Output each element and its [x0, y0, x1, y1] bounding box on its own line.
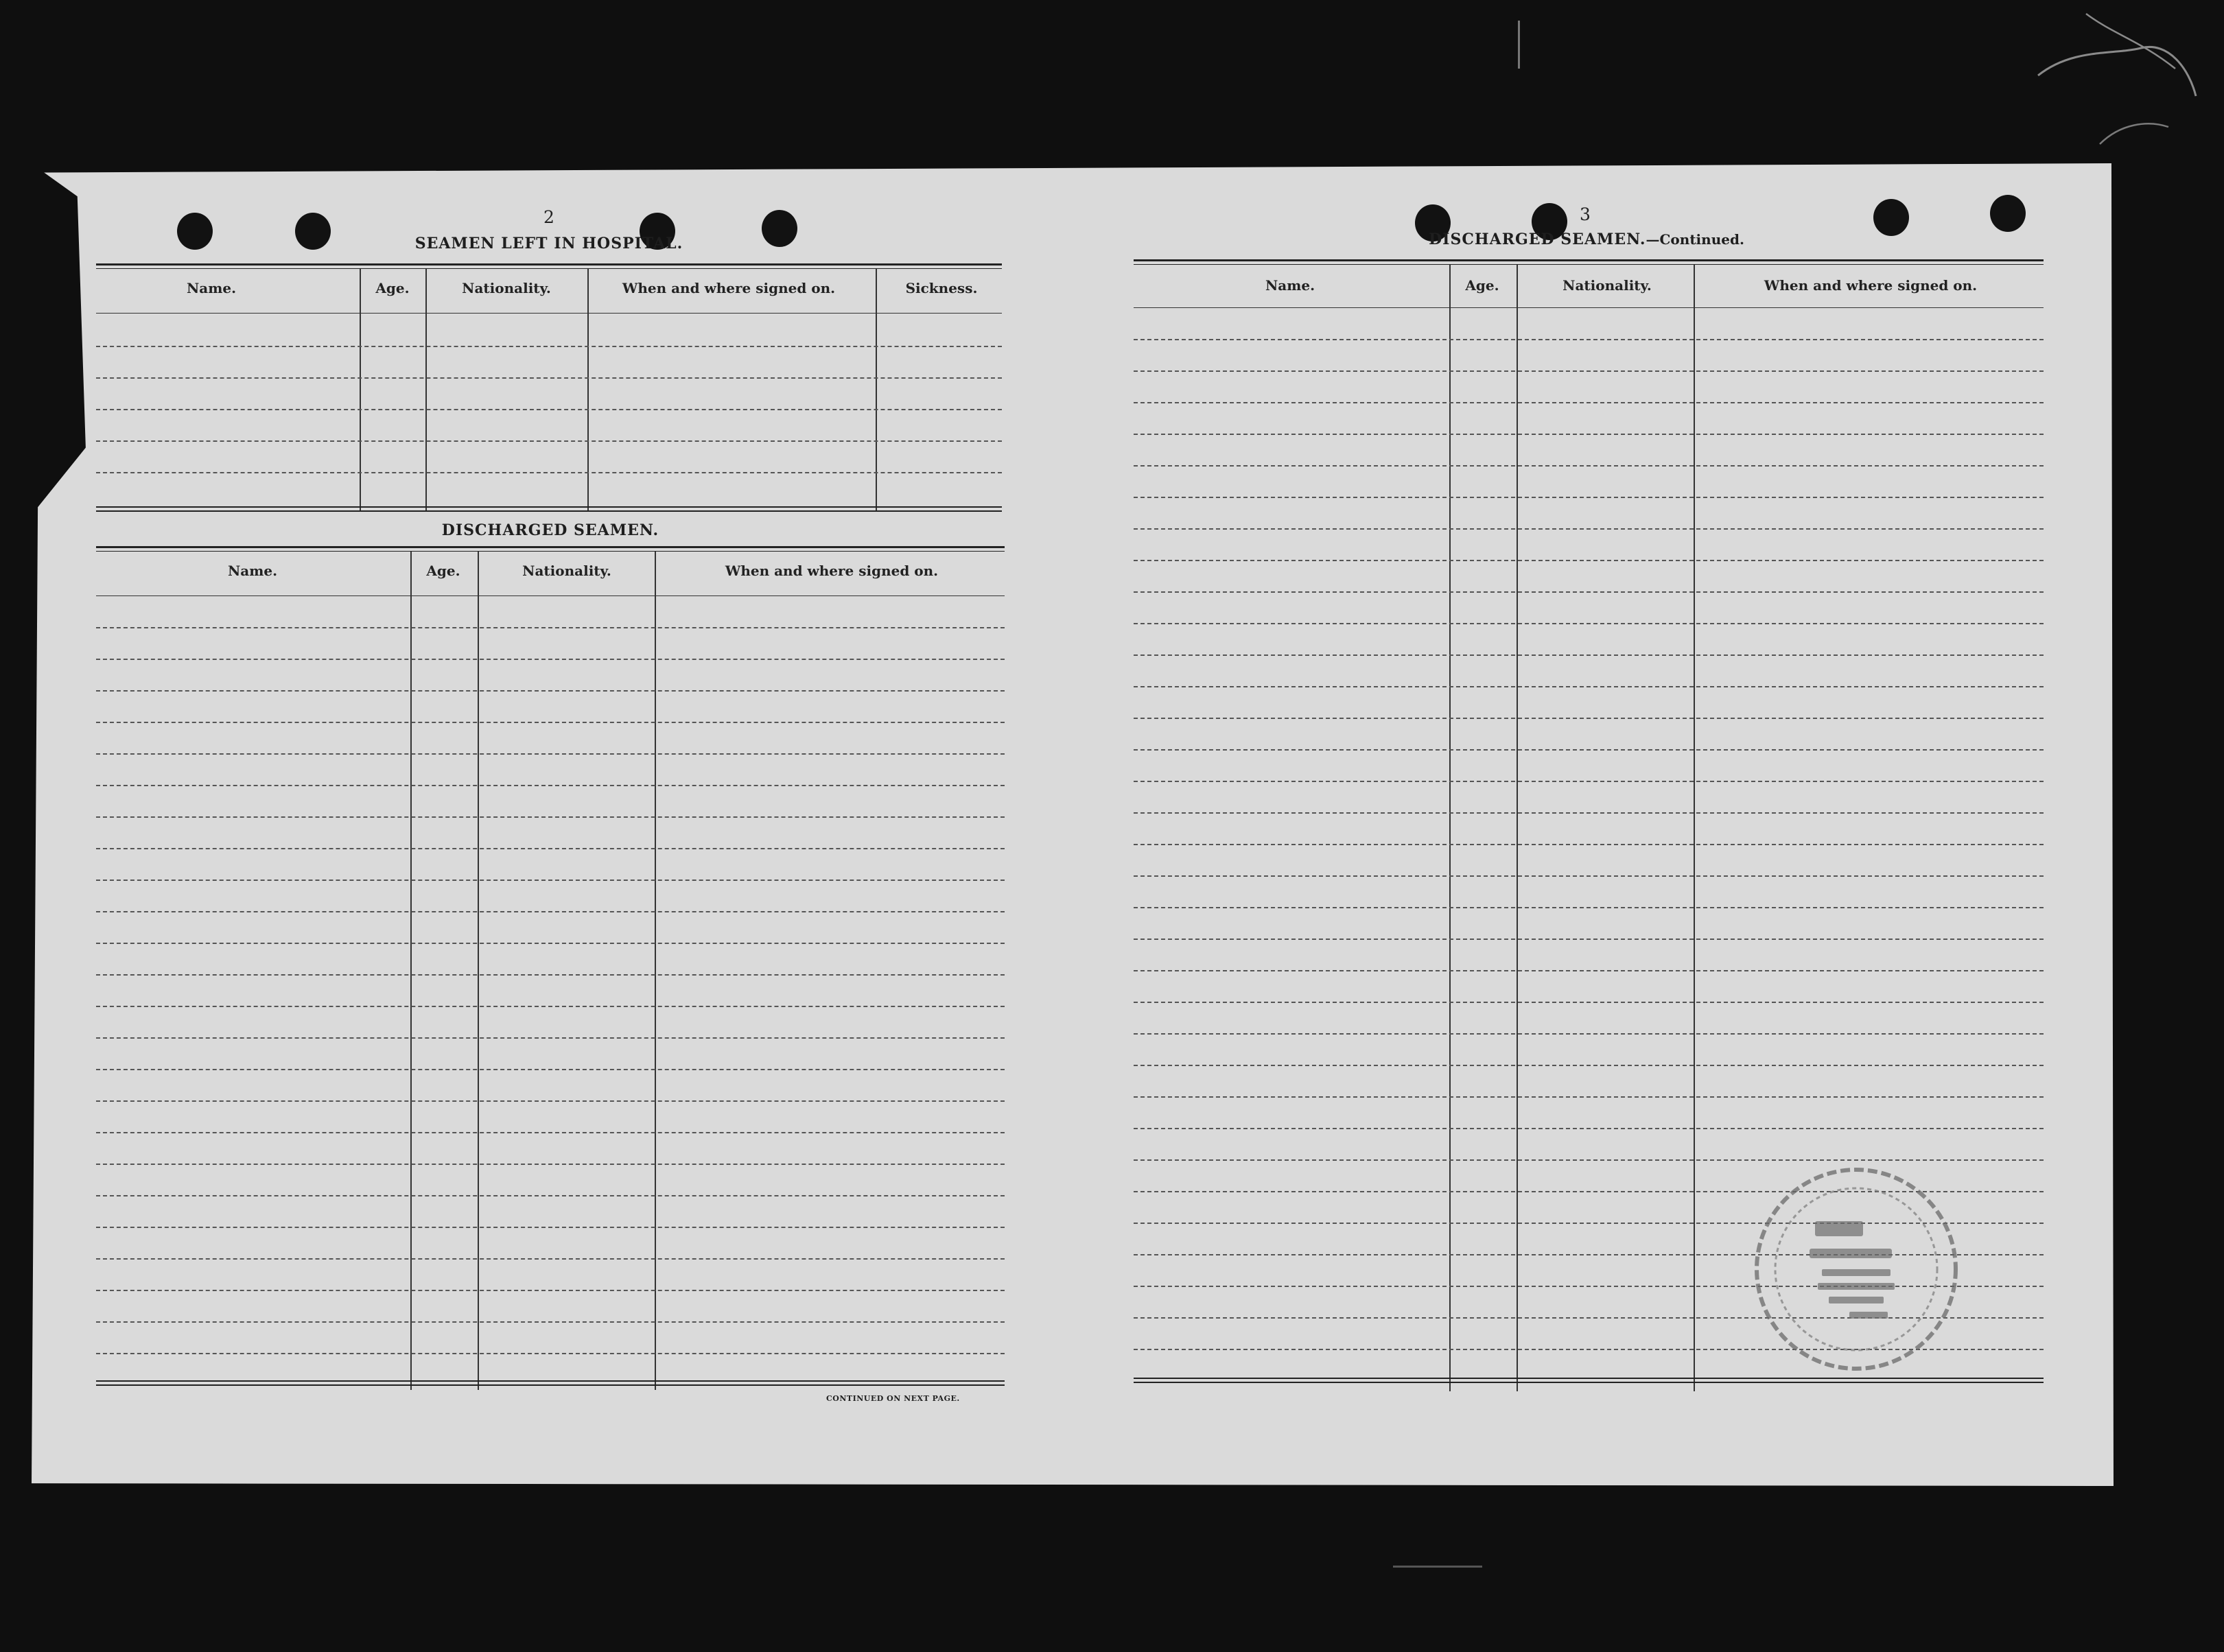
table-row: [1134, 560, 2044, 561]
section-title-hospital: SEAMEN LEFT IN HOSPITAL.: [414, 235, 683, 252]
table-row: [96, 377, 1002, 379]
table-row: [96, 974, 1005, 976]
table-row: [96, 690, 1005, 692]
table-row: [1134, 1128, 2044, 1129]
section-title-discharged-continued: [1429, 231, 1744, 248]
table-row: [1134, 939, 2044, 940]
table-row: [1134, 812, 2044, 814]
table-row: [96, 1164, 1005, 1165]
page-number: 2: [543, 207, 554, 227]
section-title-discharged: DISCHARGED SEAMEN.: [441, 521, 659, 539]
table-row: [1134, 1096, 2044, 1098]
scratch-mark: [1393, 1566, 1482, 1568]
table-row: [1134, 339, 2044, 340]
column-header-age: Age.: [426, 563, 460, 579]
table-row: [96, 816, 1005, 818]
table-row: [96, 911, 1005, 912]
table-row: [96, 848, 1005, 849]
table-row: [1134, 781, 2044, 782]
table-row: [1134, 970, 2044, 971]
table-row: [96, 627, 1005, 628]
table-row: [1134, 686, 2044, 687]
table-row: [96, 1195, 1005, 1196]
table-row: [96, 440, 1002, 442]
column-header-signed-on: When and where signed on.: [725, 563, 939, 579]
column-header-age: Age.: [1465, 277, 1499, 294]
table-row: [1134, 749, 2044, 751]
table-row: [1134, 465, 2044, 467]
table-row: [96, 346, 1002, 347]
fiber-artifact: [2031, 7, 2210, 158]
punch-hole: [295, 213, 331, 250]
table-row: [1134, 370, 2044, 372]
continued-note: CONTINUED ON NEXT PAGE.: [826, 1394, 960, 1403]
table-row: [96, 472, 1002, 473]
table-row: [1134, 844, 2044, 845]
table-row: [1134, 623, 2044, 624]
column-header-name: Name.: [186, 280, 237, 296]
table-row: [1134, 434, 2044, 435]
table-row: [96, 880, 1005, 881]
scratch-mark: [1518, 21, 1520, 69]
hospital-table: [96, 263, 1002, 510]
table-row: [1134, 907, 2044, 908]
table-row: [96, 1227, 1005, 1228]
punch-hole: [1873, 199, 1909, 236]
punch-hole: [177, 213, 213, 250]
column-header-name: Name.: [227, 563, 278, 579]
table-row: [96, 1132, 1005, 1133]
table-row: [96, 943, 1005, 944]
table-row: [1134, 1002, 2044, 1003]
table-row: [1134, 497, 2044, 498]
table-row: [1134, 1033, 2044, 1035]
column-header-nationality: Nationality.: [522, 563, 611, 579]
table-row: [96, 1321, 1005, 1323]
table-row: [96, 659, 1005, 660]
table-row: [96, 409, 1002, 410]
section-title-text: DISCHARGED SEAMEN.: [1429, 231, 1646, 248]
table-row: [96, 785, 1005, 786]
ink-stamp: [1746, 1159, 1966, 1379]
page-number: 3: [1580, 204, 1591, 224]
column-header-age: Age.: [375, 280, 410, 296]
punch-hole: [1990, 195, 2026, 232]
table-row: [96, 1290, 1005, 1291]
column-header-signed-on: When and where signed on.: [622, 280, 836, 296]
table-row: [96, 753, 1005, 755]
section-title-suffix: —Continued.: [1646, 231, 1744, 248]
table-row: [1134, 591, 2044, 593]
table-row: [96, 1037, 1005, 1039]
table-row: [1134, 654, 2044, 656]
table-row: [1134, 875, 2044, 877]
column-header-name: Name.: [1265, 277, 1315, 294]
table-row: [96, 1353, 1005, 1354]
punch-hole: [762, 210, 797, 247]
discharged-table-left: [96, 546, 1005, 1390]
table-row: [96, 722, 1005, 723]
table-row: [1134, 402, 2044, 403]
table-row: [96, 1258, 1005, 1260]
table-row: [1134, 528, 2044, 530]
table-row: [1134, 718, 2044, 719]
column-header-signed-on: When and where signed on.: [1764, 277, 1978, 294]
column-header-sickness: Sickness.: [905, 280, 978, 296]
table-row: [1134, 1065, 2044, 1066]
table-row: [96, 1006, 1005, 1007]
column-header-nationality: Nationality.: [1562, 277, 1652, 294]
column-header-nationality: Nationality.: [462, 280, 551, 296]
table-row: [96, 1069, 1005, 1070]
table-row: [96, 1100, 1005, 1102]
